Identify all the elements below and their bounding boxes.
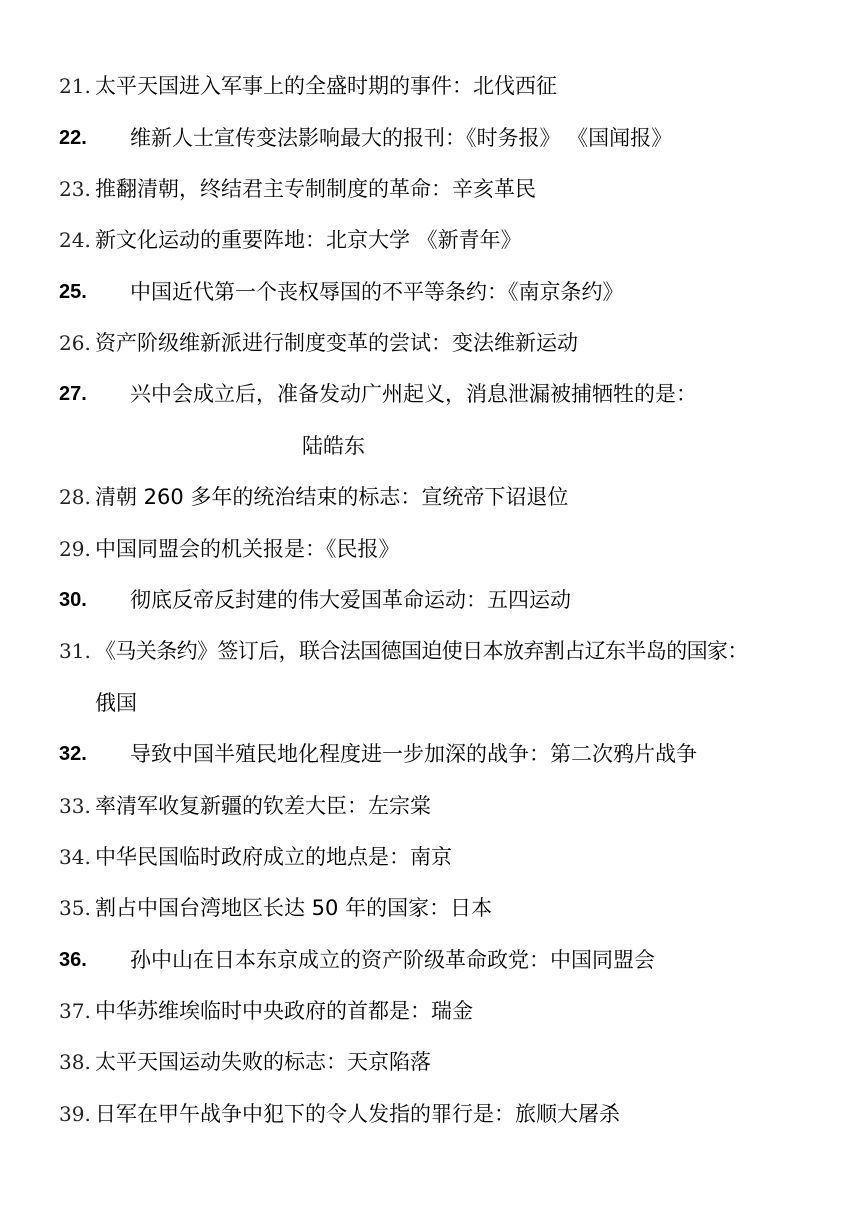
item-number: 37. <box>59 999 91 1023</box>
item-number: 32. <box>59 743 87 765</box>
item-text: 推翻清朝，终结君主专制制度的革命：辛亥革民 <box>95 177 536 201</box>
item-text: 新文化运动的重要阵地：北京大学 《新青年》 <box>95 228 522 252</box>
item-number: 25. <box>59 281 87 303</box>
item-number: 24. <box>59 228 91 252</box>
item-number: 22. <box>59 127 87 149</box>
item-text-continuation: 陆皓东 <box>302 434 365 458</box>
item-text: 资产阶级维新派进行制度变革的尝试：变法维新运动 <box>95 331 578 355</box>
item-number: 23. <box>59 177 91 201</box>
item-number: 21. <box>59 74 91 98</box>
item-number: 26. <box>59 331 91 355</box>
item-text: 太平天国运动失败的标志：天京陷落 <box>95 1050 431 1074</box>
item-number: 31. <box>59 639 91 663</box>
item-text: 中国近代第一个丧权辱国的不平等条约：《南京条约》 <box>130 280 624 304</box>
item-text: 中华苏维埃临时中央政府的首都是：瑞金 <box>95 999 473 1023</box>
item-text: 《马关条约》签订后，联合法国德国迫使日本放弃割占辽东半岛的国家： <box>95 639 748 663</box>
item-text: 清朝 260 多年的统治结束的标志：宣统帝下诏退位 <box>95 485 569 509</box>
item-text: 兴中会成立后，准备发动广州起义，消息泄漏被捕牺牲的是： <box>130 382 697 406</box>
item-number: 30. <box>59 589 87 611</box>
item-text-continuation: 俄国 <box>95 691 137 715</box>
item-text: 割占中国台湾地区长达 50 年的国家：日本 <box>95 896 493 920</box>
item-number: 38. <box>59 1050 91 1074</box>
item-text: 中国同盟会的机关报是：《民报》 <box>95 537 400 561</box>
item-text: 孙中山在日本东京成立的资产阶级革命政党：中国同盟会 <box>130 948 655 972</box>
item-number: 33. <box>59 794 91 818</box>
item-number: 34. <box>59 845 91 869</box>
item-number: 29. <box>59 537 91 561</box>
item-number: 35. <box>59 896 91 920</box>
item-number: 28. <box>59 485 91 509</box>
item-text: 太平天国进入军事上的全盛时期的事件：北伐西征 <box>95 74 557 98</box>
item-text: 日军在甲午战争中犯下的令人发指的罪行是：旅顺大屠杀 <box>95 1102 620 1126</box>
item-text: 维新人士宣传变法影响最大的报刊：《时务报》 《国闻报》 <box>130 126 673 150</box>
item-number: 39. <box>59 1102 91 1126</box>
item-text: 彻底反帝反封建的伟大爱国革命运动：五四运动 <box>130 588 571 612</box>
item-text: 导致中国半殖民地化程度进一步加深的战争：第二次鸦片战争 <box>130 742 697 766</box>
item-text: 中华民国临时政府成立的地点是：南京 <box>95 845 452 869</box>
item-number: 27. <box>59 383 87 405</box>
item-text: 率清军收复新疆的钦差大臣：左宗棠 <box>95 794 431 818</box>
item-number: 36. <box>59 949 87 971</box>
